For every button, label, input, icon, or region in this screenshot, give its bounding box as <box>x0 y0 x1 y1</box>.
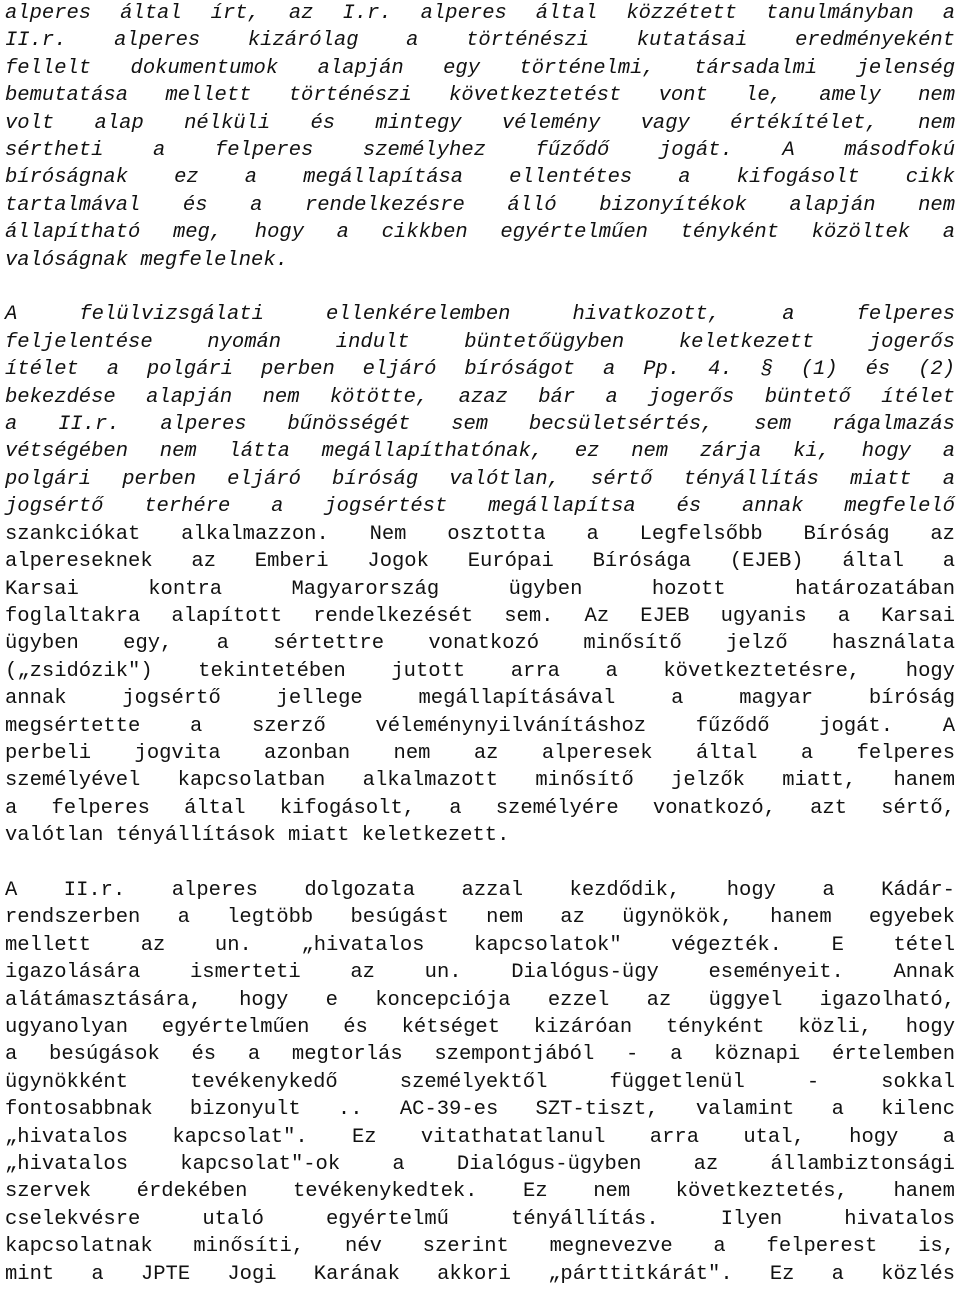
text-line: szervek érdekében tevékenykedtek. Ez nem következtetés, hanem <box>5 1180 955 1204</box>
text-line: polgári perben eljáró bíróság valótlan, sértő tényállítás miatt a <box>5 467 955 491</box>
text-line: bíróságnak ez a megállapítása ellentétes a kifogásolt cikk <box>5 166 955 190</box>
text-line: II.r. alperes kizárólag a történészi kutatásai eredményeként <box>5 29 955 53</box>
document-page <box>5 0 955 1288</box>
text-line: alátámasztására, hogy e koncepciója ezzel az üggyel igazolható, <box>5 988 955 1012</box>
text-line: állapítható meg, hogy a cikkben egyértelműen tényként közöltek a <box>5 221 955 245</box>
text-line: megsértette a szerző véleménynyilvánításhoz fűződő jogát. A <box>5 714 955 738</box>
text-line: mint a JPTE Jogi Karának akkori „párttitkárát". Ez a közlés <box>5 1262 955 1286</box>
text-line: alperes által írt, az I.r. alperes által közzétett tanulmányban a <box>5 2 955 25</box>
text-line: A felülvizsgálati ellenkérelemben hivatkozott, a felperes <box>5 303 955 327</box>
text-line: ítélet a polgári perben eljáró bíróságot a Pp. 4. § (1) és (2) <box>5 358 955 382</box>
text-line: személyével kapcsolatban alkalmazott minősítő jelzők miatt, hanem <box>5 769 955 793</box>
text-line: „hivatalos kapcsolat"-ok a Dialógus-ügyben az állambiztonsági <box>5 1153 955 1177</box>
text-line: sértheti a felperes személyhez fűződő jogát. A másodfokú <box>5 139 955 163</box>
text-line: Karsai kontra Magyarország ügyben hozott határozatában <box>5 577 955 601</box>
text-line: a II.r. alperes bűnösségét sem becsületsértés, sem rágalmazás <box>5 413 955 437</box>
text-line: fellelt dokumentumok alapján egy történelmi, társadalmi jelenség <box>5 56 955 80</box>
text-line: feljelentése nyomán indult büntetőügyben keletkezett jogerős <box>5 330 955 354</box>
text-line: mellett az un. „hivatalos kapcsolatok" végezték. E tétel <box>5 933 955 957</box>
paragraph-p2 <box>5 301 955 849</box>
text-line: bekezdése alapján nem kötötte, azaz bár a jogerős büntető ítélet <box>5 385 955 409</box>
text-line: („zsidózik") tekintetében jutott arra a következtetésre, hogy <box>5 659 955 683</box>
text-line: rendszerben a legtöbb besúgást nem az ügynökök, hanem egyebek <box>5 906 955 930</box>
text-line: A II.r. alperes dolgozata azzal kezdődik, hogy a Kádár- <box>5 878 955 902</box>
text-line: annak jogsértő jellege megállapításával a magyar bíróság <box>5 687 955 711</box>
text-line: vétségében nem látta megállapíthatónak, ez nem zárja ki, hogy a <box>5 440 955 464</box>
text-line: ügyben egy, a sértettre vonatkozó minősítő jelző használata <box>5 632 955 656</box>
text-line: ügynökként tevékenykedő személyektől függetlenül - sokkal <box>5 1070 955 1094</box>
text-line: fontosabbnak bizonyult .. AC-39-es SZT-tiszt, valamint a kilenc <box>5 1098 955 1122</box>
paragraph-gap <box>5 850 955 877</box>
text-line: jogsértő terhére a jogsértést megállapítsa és annak megfelelő <box>5 495 955 519</box>
text-line: cselekvésre utaló egyértelmű tényállítás. Ilyen hivatalos <box>5 1207 955 1231</box>
text-line: a felperes által kifogásolt, a személyére vonatkozó, azt sértő, <box>5 796 955 820</box>
text-line: foglaltakra alapított rendelkezését sem. Az EJEB ugyanis a Karsai <box>5 604 955 628</box>
text-line: ugyanolyan egyértelműen és kétséget kizáróan tényként közli, hogy <box>5 1016 955 1039</box>
paragraph-p1 <box>5 0 955 274</box>
text-line: volt alap nélküli és mintegy vélemény vagy értékítélet, nem <box>5 111 955 135</box>
paragraph-gap <box>5 274 955 301</box>
text-line: perbeli jogvita azonban nem az alperesek által a felperes <box>5 741 955 765</box>
text-line: „hivatalos kapcsolat". Ez vitathatatlanul arra utal, hogy a <box>5 1125 955 1149</box>
text-line: a besúgások és a megtorlás szempontjából - a köznapi értelemben <box>5 1043 955 1067</box>
text-line: tartalmával és a rendelkezésre álló bizonyítékok alapján nem <box>5 193 955 217</box>
text-line: szankciókat alkalmazzon. Nem osztotta a Legfelsőbb Bíróság az <box>5 522 955 546</box>
text-line: kapcsolatnak minősíti, név szerint megnevezve a felperest is, <box>5 1235 955 1259</box>
paragraph-p3 <box>5 877 955 1288</box>
text-line: bemutatása mellett történészi következtetést vont le, amely nem <box>5 84 955 108</box>
text-line: igazolására ismerteti az un. Dialógus-ügy eseményeit. Annak <box>5 961 955 985</box>
text-line: valóságnak megfelelnek. <box>5 248 288 272</box>
text-line: valótlan tényállítások miatt keletkezett. <box>5 824 510 848</box>
text-line: alpereseknek az Emberi Jogok Európai Bírósága (EJEB) által a <box>5 550 955 574</box>
